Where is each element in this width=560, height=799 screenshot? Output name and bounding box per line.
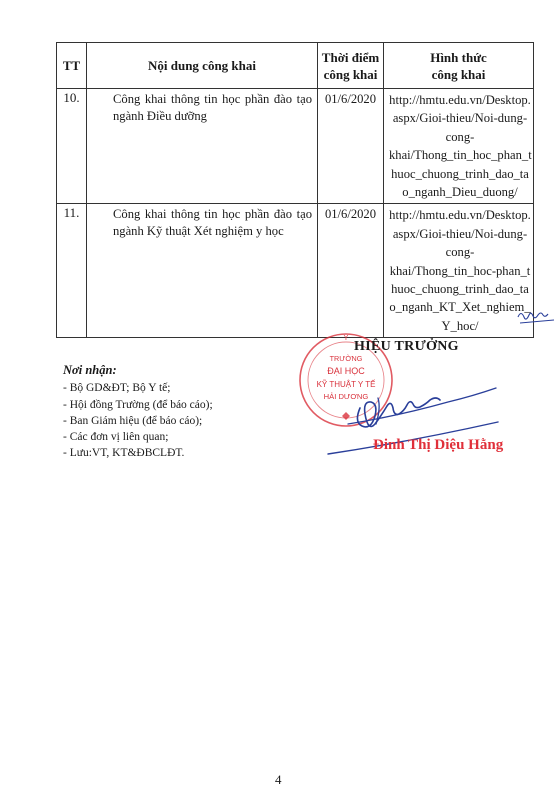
header-tt: TT (57, 43, 87, 89)
row-form-link (384, 89, 534, 204)
header-form (384, 43, 534, 89)
signer-role: HIỆU TRƯỞNG (354, 339, 459, 354)
url-line: khai/Thong_tin_hoc-phan_t (389, 263, 531, 278)
row-number: 10. (57, 89, 87, 204)
header-time-line: Thời điểm (321, 49, 380, 65)
url-line: cong- (445, 129, 475, 144)
table-row (57, 89, 534, 204)
row-number: 11. (57, 204, 87, 338)
url-line: http://hmtu.edu.vn/Desktop. (389, 208, 531, 223)
row-date: 01/6/2020 (318, 89, 384, 204)
recipient-item: - Các đơn vị liên quan; (63, 431, 169, 444)
stamp-line: ĐẠI HỌC (327, 366, 365, 376)
signer-name: Đinh Thị Diệu Hằng (373, 437, 504, 453)
url-line: http://hmtu.edu.vn/Desktop. (389, 93, 531, 107)
url-line: khai/Thong_tin_hoc_phan_t (389, 148, 532, 163)
row-content: Công khai thông tin học phần đào tạo ngành Kỹ thuật Xét nghiệm y học (87, 204, 318, 338)
page-number: 4 (275, 772, 282, 787)
row-date: 01/6/2020 (318, 204, 384, 338)
header-content: Nội dung công khai (87, 43, 318, 89)
url-line: huoc_chuong_trinh_dao_ta (391, 282, 529, 297)
stamp-line: KỸ THUẬT Y TẾ (316, 380, 376, 389)
recipients-block (63, 362, 213, 462)
url-line: o_nganh_Dieu_duong/ (402, 185, 518, 200)
url-line: aspx/Gioi-thieu/Noi-dung- (392, 226, 528, 241)
row-content: Công khai thông tin học phần đào tạo ngành Điều dưỡng (87, 89, 318, 204)
header-form-line: Hình thức (430, 49, 487, 65)
header-form-line: công khai (431, 66, 486, 82)
url-line: Y_hoc/ (441, 318, 479, 333)
row-form-link (384, 204, 534, 338)
header-time (318, 43, 384, 89)
table-row (57, 204, 534, 338)
table-header-row (57, 43, 534, 89)
recipient-item: - Hội đồng Trường (để báo cáo); (63, 398, 213, 411)
stamp-line: HẢI DƯƠNG (323, 392, 369, 401)
stamp-top-letter: Y (343, 335, 349, 342)
recipient-item: - Ban Giám hiệu (để báo cáo); (63, 414, 203, 427)
disclosure-table (56, 42, 534, 338)
recipient-item: - Bộ GD&ĐT; Bộ Y tế; (63, 382, 171, 395)
url-line: cong- (445, 245, 475, 260)
url-line: o_nganh_KT_Xet_nghiem_ (389, 300, 531, 315)
url-line: huoc_chuong_trinh_dao_ta (391, 166, 529, 181)
url-line: aspx/Gioi-thieu/Noi-dung- (392, 111, 528, 126)
recipients-title: Nơi nhận: (63, 363, 117, 377)
stamp-line: TRƯỜNG (329, 354, 363, 363)
recipient-item: - Lưu:VT, KT&ĐBCLĐT. (63, 447, 185, 460)
initials-mark (516, 305, 556, 327)
header-time-line: công khai (323, 66, 378, 82)
